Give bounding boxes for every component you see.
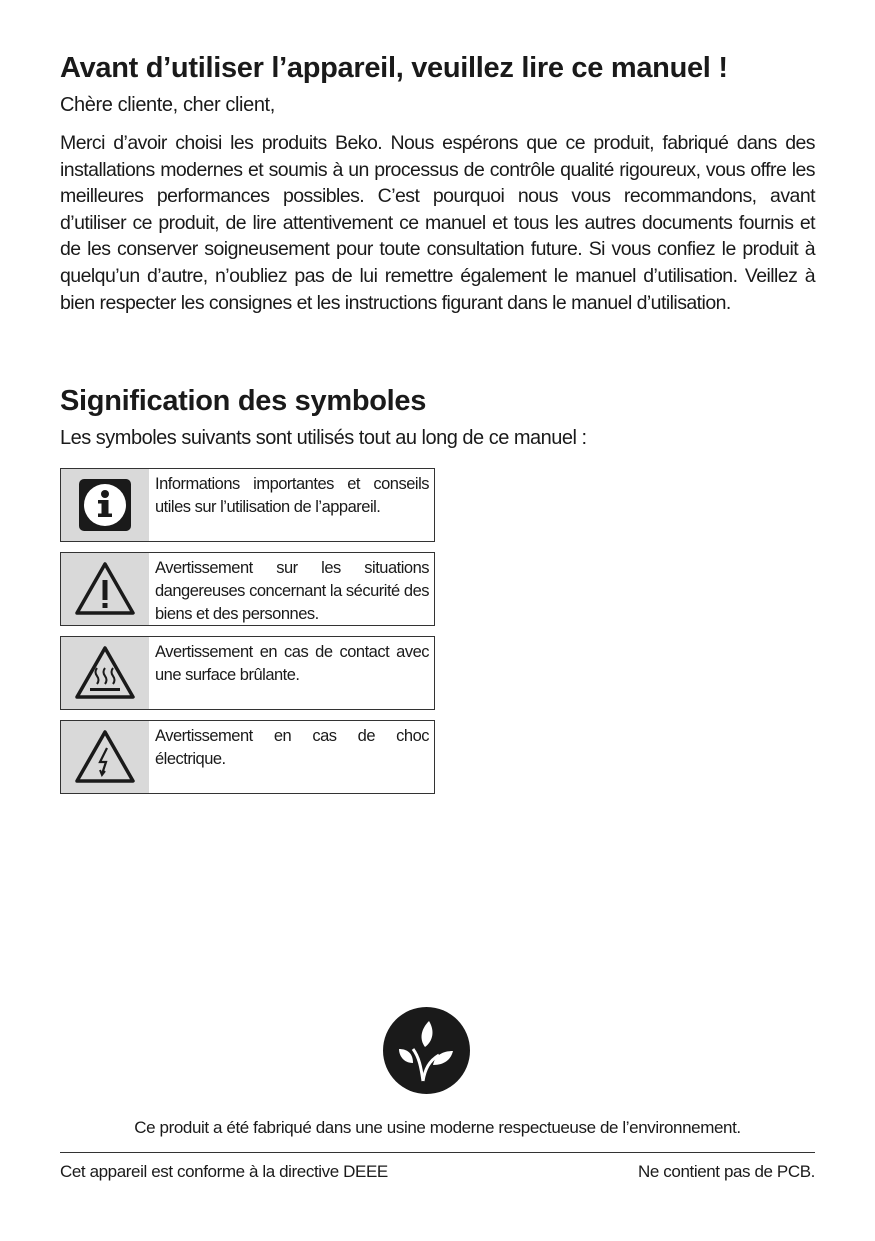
symbol-text: Avertissement en cas de contact avec une surface brûlante. [155, 643, 429, 684]
info-icon [61, 469, 149, 541]
page-title: Avant d’utiliser l’appareil, veuillez lire ce manuel ! [60, 52, 728, 84]
eco-statement: Ce produit a été fabriqué dans une usine moderne respectueuse de l’environnement. [134, 1118, 741, 1137]
footer-divider [60, 1152, 815, 1153]
symbol-row-warning [60, 552, 435, 626]
greeting: Chère cliente, cher client, [60, 94, 275, 116]
symbol-row-hot-surface [60, 636, 435, 710]
symbol-text: Avertissement en cas de choc électrique. [155, 727, 429, 768]
hot-surface-icon [61, 637, 149, 709]
eco-leaf-icon [383, 1007, 470, 1094]
symbol-text: Informations importantes et conseils utiles sur l’utilisation de l’appareil. [155, 475, 429, 516]
electric-shock-icon [61, 721, 149, 793]
symbols-heading: Signification des symboles [60, 385, 427, 417]
symbol-text: Avertissement sur les situations dangereuses concernant la sécurité des biens et des personnes. [155, 559, 429, 623]
intro-paragraph: Merci d’avoir choisi les produits Beko. Nous espérons que ce produit, fabriqué dans des installations modernes et soumis à un processus de contrôle qualité rigoureux, vous offre les meilleures performances possibles. C’est pourquoi nous vous recommandons, avant d’utiliser ce produit, de lire attentivement ce manuel et tous les autres documents fournis et de les conserver soigneusement pour toute consultation future. Si vous confiez le produit à quelqu’un d’autre, n’oubliez pas de lui remettre également le manuel d’utilisation. Veillez à bien respecter les consignes et les instructions figurant dans le manuel d’utilisation. [60, 132, 815, 314]
footer-pcb: Ne contient pas de PCB. [638, 1162, 815, 1181]
warning-icon [61, 553, 149, 625]
symbols-lead: Les symboles suivants sont utilisés tout au long de ce manuel : [60, 427, 587, 449]
footer-deee: Cet appareil est conforme à la directive DEEE [60, 1162, 388, 1181]
symbol-row-electric-shock [60, 720, 435, 794]
symbol-row-info [60, 468, 435, 542]
